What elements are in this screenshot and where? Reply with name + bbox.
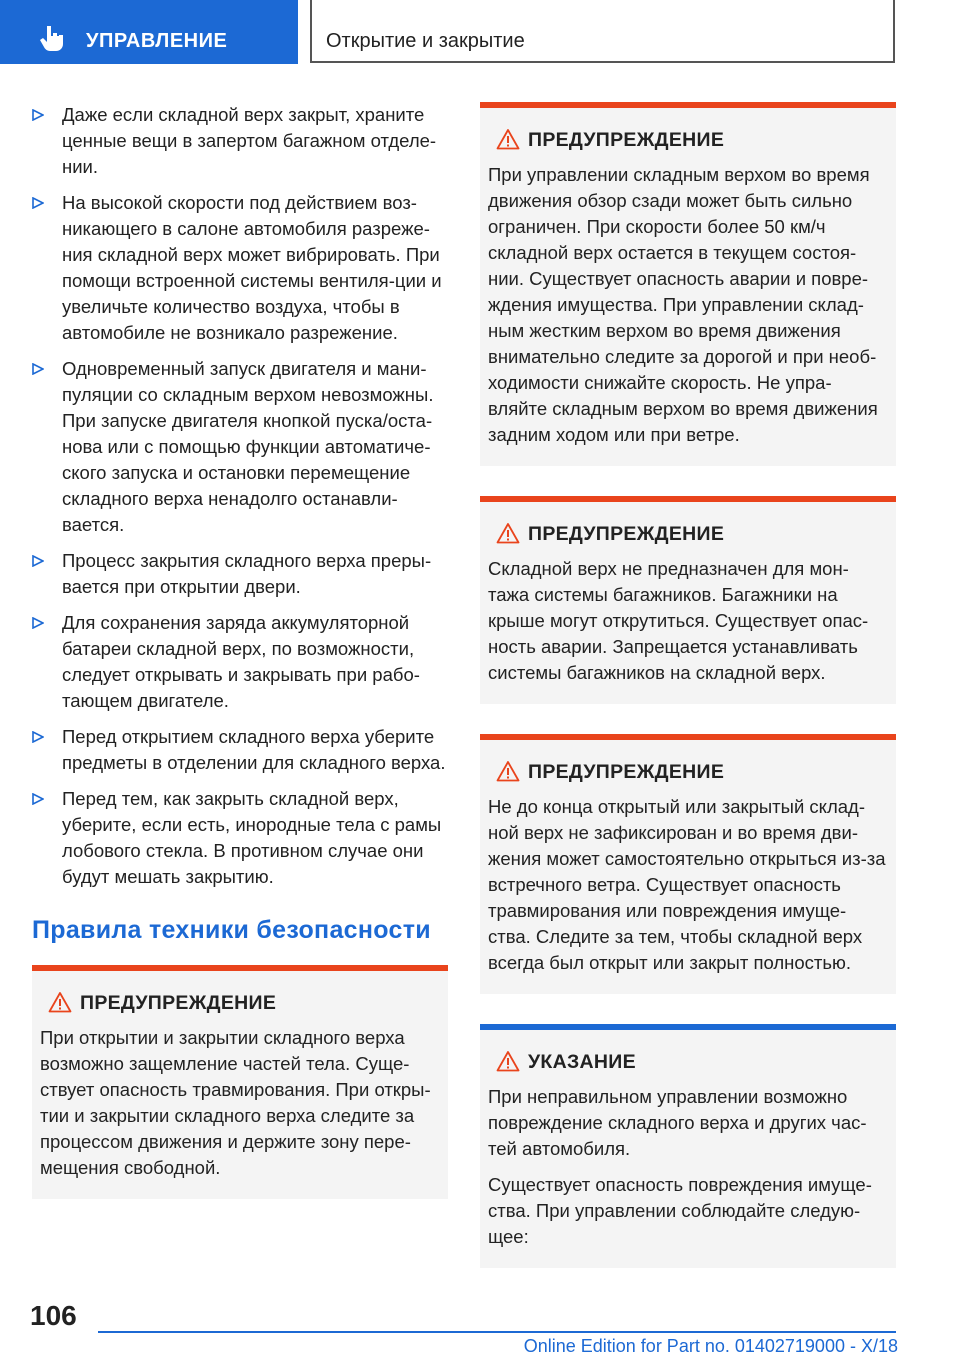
warning-header [488, 522, 888, 548]
triangle-right-icon [32, 793, 44, 805]
section-label: УПРАВЛЕНИЕ [86, 30, 228, 52]
warning-triangle-icon [496, 128, 520, 150]
list-item: Для сохранения заряда аккумуляторной батареи складной верх, по возможности, следует открывать и закрывать при рабо-тающем двигателе. [32, 610, 448, 714]
warning-text: Складной верх не предназначен для мон-тажа системы багажников. Багажники на крыше могут открутиться. Существует опас-ность аварии. Запрещается устанавливать системы багажников на складной верх. [488, 558, 869, 683]
list-item: Даже если складной верх закрыт, храните ценные вещи в запертом багажном отделе-нии. [32, 102, 448, 180]
list-item: На высокой скорости под действием воз-никающего в салоне автомобиля разреже-ния складной верх может вибрировать. При помощи встроенной системы вентиля-ции и увеличьте количество воздуха, чтобы в автомобиле не возникало разрежение. [32, 190, 448, 346]
page-title: Открытие и закрытие [326, 30, 525, 52]
triangle-right-icon [32, 109, 44, 121]
notice-text: Существует опасность повреждения имуще-ства. При управлении соблюдайте следую-щее: [488, 1174, 872, 1247]
warning-box [32, 965, 448, 1199]
warning-title: ПРЕДУПРЕЖДЕНИЕ [528, 523, 725, 545]
notice-title: УКАЗАНИЕ [528, 1051, 636, 1073]
list-item: Перед открытием складного верха уберите предметы в отделении для складного верха. [32, 724, 448, 776]
warning-box [480, 102, 896, 466]
warning-title: ПРЕДУПРЕЖДЕНИЕ [528, 129, 725, 151]
notice-header [488, 1050, 888, 1076]
list-item: Перед тем, как закрыть складной верх, уберите, если есть, инородные тела с рамы лобового стекла. В противном случае они будут мешать закрытию. [32, 786, 448, 890]
page-number: 106 [30, 1300, 77, 1331]
warning-header [488, 760, 888, 786]
warning-text: При открытии и закрытии складного верха возможно защемление частей тела. Суще-ствует опасность травмирования. При откры-тии и закрытии складного верха следите за процессом движения и держите зону пере-мещения свободной. [40, 1027, 431, 1178]
triangle-right-icon [32, 617, 44, 629]
triangle-right-icon [32, 731, 44, 743]
triangle-right-icon [32, 363, 44, 375]
header-title-box [310, 0, 895, 63]
warning-text: Не до конца открытый или закрытый склад-ной верх не зафиксирован и во время дви-жения может самостоятельно открыться из-за встречного ветра. Существует опасность травмирования или повреждения имуще-ства. Следите за тем, чтобы складной верх всегда был открыт или закрыт полностью. [488, 796, 886, 973]
warning-triangle-icon [496, 760, 520, 782]
bullet-list [32, 102, 448, 890]
safety-heading: Правила техники безопасности [32, 916, 431, 944]
list-item: Процесс закрытия складного верха преры-вается при открытии двери. [32, 548, 448, 600]
footer-divider [98, 1331, 896, 1333]
right-column [480, 102, 896, 1268]
warning-header [488, 128, 888, 154]
warning-triangle-icon [496, 522, 520, 544]
warning-triangle-icon [48, 991, 72, 1013]
warning-header [40, 991, 440, 1017]
warning-box [480, 734, 896, 994]
warning-title: ПРЕДУПРЕЖДЕНИЕ [80, 992, 277, 1014]
notice-box [480, 1024, 896, 1268]
notice-text: При неправильном управлении возможно повреждение складного верха и других час-тей автомобиля. [488, 1086, 867, 1159]
left-column [32, 102, 448, 1199]
warning-text: При управлении складным верхом во время движения обзор сзади может быть сильно ограничен. При скорости более 50 км/ч складной верх остается в текущем состоя-нии. Существует опасность аварии и повре-ждения имущества. При управлении склад-ным жестким верхом во время движения внимательно следите за дорогой и при необ-ходимости снижайте скорость. Не упра-вляйте складным верхом во время движения задним ходом или при ветре. [488, 164, 878, 445]
warning-triangle-icon [496, 1050, 520, 1072]
triangle-right-icon [32, 197, 44, 209]
triangle-right-icon [32, 555, 44, 567]
warning-box [480, 496, 896, 704]
warning-title: ПРЕДУПРЕЖДЕНИЕ [528, 761, 725, 783]
list-item: Одновременный запуск двигателя и мани-пуляции со складным верхом невозможны. При запуске двигателя кнопкой пуска/оста-нова или с помощью функции автоматиче-ского запуска и остановки перемещение складного верха ненадолго останавли-вается. [32, 356, 448, 538]
footer-edition: Online Edition for Part no. 01402719000 - X/18 [523, 1336, 898, 1356]
hand-pointer-icon [38, 24, 66, 52]
section-tab [0, 0, 298, 64]
